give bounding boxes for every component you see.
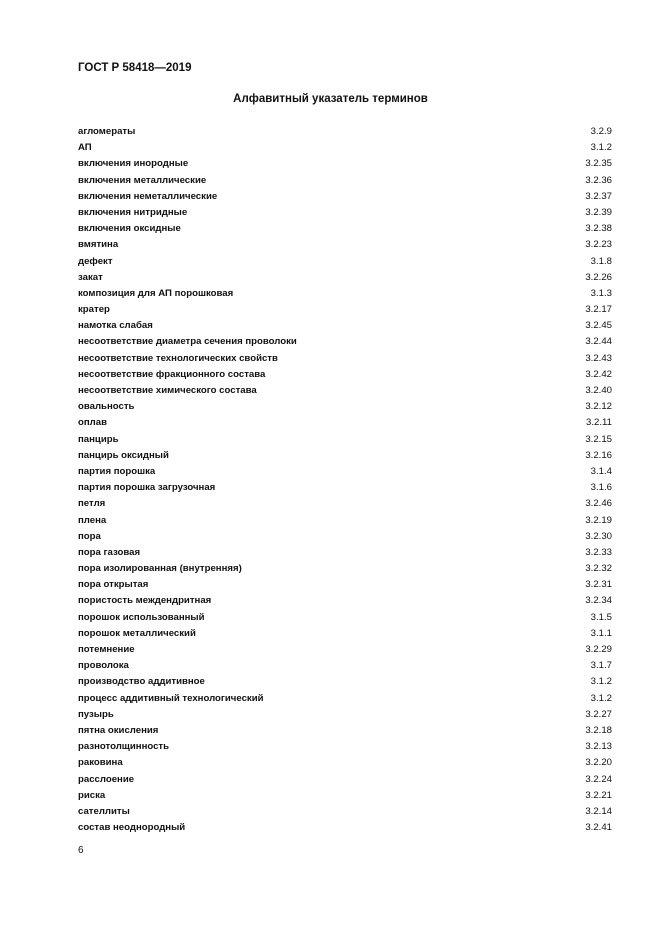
term-entry [78, 561, 612, 577]
term-index-list [78, 124, 612, 836]
term-entry [78, 351, 612, 367]
term-reference: 3.1.2 [590, 676, 612, 688]
term-entry [78, 140, 612, 156]
term-name: композиция для АП порошковая [78, 287, 234, 299]
term-entry [78, 124, 612, 140]
term-reference: 3.2.46 [585, 498, 612, 510]
term-reference: 3.1.1 [590, 627, 612, 639]
term-name: включения металлические [78, 174, 207, 186]
term-entry [78, 254, 612, 270]
term-entry [78, 658, 612, 674]
term-reference: 3.1.2 [590, 692, 612, 704]
term-name: панцирь оксидный [78, 449, 169, 461]
term-reference: 3.1.6 [590, 482, 612, 494]
term-reference: 3.2.31 [585, 579, 612, 591]
term-entry [78, 448, 612, 464]
term-reference: 3.2.29 [585, 644, 612, 655]
term-entry [78, 513, 612, 529]
term-reference: 3.1.4 [590, 465, 612, 477]
term-reference: 3.2.21 [585, 789, 612, 801]
term-entry [78, 593, 612, 609]
term-entry [78, 432, 612, 448]
term-entry [78, 772, 612, 788]
term-name: пора изолированная (внутренняя) [78, 563, 242, 575]
term-name: состав неоднородный [78, 822, 186, 834]
term-entry [78, 545, 612, 561]
term-reference: 3.2.24 [585, 773, 612, 785]
term-reference: 3.2.18 [585, 724, 612, 736]
term-name: порошок металлический [78, 627, 196, 639]
term-reference: 3.2.36 [585, 174, 612, 186]
term-name: раковина [78, 757, 123, 769]
term-entry [78, 464, 612, 480]
term-reference: 3.2.11 [586, 417, 612, 429]
term-reference: 3.2.40 [585, 385, 612, 396]
term-name: пора открытая [78, 579, 149, 591]
term-name: оплав [78, 417, 107, 429]
term-entry [78, 189, 612, 205]
term-reference: 3.2.16 [585, 449, 612, 461]
term-entry [78, 399, 612, 415]
term-entry [78, 367, 612, 383]
term-name: сателлиты [78, 805, 130, 817]
term-reference: 3.2.34 [585, 595, 612, 607]
term-entry [78, 334, 612, 350]
term-entry [78, 804, 612, 820]
term-reference: 3.2.33 [585, 546, 612, 558]
term-name: АП [78, 142, 92, 154]
term-name: включения инородные [78, 158, 189, 170]
term-reference: 3.2.19 [585, 514, 612, 526]
term-reference: 3.2.42 [585, 368, 612, 380]
term-entry [78, 755, 612, 771]
term-name: несоответствие технологических свойств [78, 352, 278, 364]
term-entry [78, 529, 612, 545]
term-entry [78, 691, 612, 707]
term-reference: 3.2.15 [585, 433, 612, 445]
term-reference: 3.2.23 [585, 239, 612, 251]
term-reference: 3.2.20 [585, 757, 612, 769]
term-reference: 3.2.37 [585, 190, 612, 202]
term-reference: 3.2.17 [585, 304, 612, 316]
term-entry [78, 496, 612, 512]
term-entry [78, 820, 612, 836]
term-reference: 3.2.27 [585, 708, 612, 720]
term-name: производство аддитивное [78, 676, 205, 688]
term-entry [78, 383, 612, 399]
term-name: намотка слабая [78, 320, 153, 332]
term-reference: 3.1.5 [590, 611, 612, 623]
term-reference: 3.2.35 [585, 158, 612, 170]
term-reference: 3.1.7 [590, 660, 612, 672]
term-entry [78, 674, 612, 690]
term-reference: 3.2.13 [585, 741, 612, 753]
term-name: вмятина [78, 239, 119, 251]
term-name: порошок использованный [78, 611, 205, 623]
term-entry [78, 415, 612, 431]
term-name: кратер [78, 304, 110, 316]
term-reference: 3.2.26 [585, 271, 612, 283]
term-name: несоответствие химического состава [78, 385, 257, 396]
term-entry [78, 205, 612, 221]
term-reference: 3.2.12 [585, 401, 612, 413]
term-entry [78, 221, 612, 237]
term-reference: 3.2.9 [590, 126, 612, 137]
term-reference: 3.2.43 [585, 352, 612, 364]
term-name: пористость междендритная [78, 595, 212, 607]
term-entry [78, 739, 612, 755]
term-name: партия порошка загрузочная [78, 482, 216, 494]
term-name: пятна окисления [78, 724, 159, 736]
term-entry [78, 480, 612, 496]
term-entry [78, 156, 612, 172]
term-name: включения неметаллические [78, 190, 218, 202]
term-entry [78, 788, 612, 804]
term-entry [78, 626, 612, 642]
term-name: пора газовая [78, 546, 141, 558]
term-entry [78, 237, 612, 253]
term-entry [78, 642, 612, 658]
term-name: процесс аддитивный технологический [78, 692, 264, 704]
term-name: риска [78, 789, 106, 801]
term-reference: 3.2.38 [585, 223, 612, 235]
term-name: включения нитридные [78, 206, 188, 218]
term-reference: 3.2.45 [585, 320, 612, 332]
term-name: несоответствие диаметра сечения проволоки [78, 336, 297, 348]
term-reference: 3.2.44 [585, 336, 612, 348]
term-name: панцирь [78, 433, 119, 445]
index-title: Алфавитный указатель терминов [233, 93, 428, 105]
term-name: включения оксидные [78, 223, 181, 235]
term-name: дефект [78, 255, 113, 267]
term-reference: 3.2.30 [585, 530, 612, 542]
term-entry [78, 723, 612, 739]
term-name: овальность [78, 401, 135, 413]
term-reference: 3.1.3 [590, 287, 612, 299]
term-reference: 3.2.39 [585, 206, 612, 218]
term-name: потемнение [78, 644, 135, 655]
term-entry [78, 173, 612, 189]
term-entry [78, 270, 612, 286]
term-name: разнотолщинность [78, 741, 170, 753]
term-name: плена [78, 514, 107, 526]
term-reference: 3.2.41 [585, 822, 612, 834]
term-name: проволока [78, 660, 129, 672]
term-entry [78, 610, 612, 626]
term-entry [78, 318, 612, 334]
term-name: расслоение [78, 773, 135, 785]
term-name: несоответствие фракционного состава [78, 368, 266, 380]
term-reference: 3.1.8 [590, 255, 612, 267]
term-name: пора [78, 530, 101, 542]
term-name: агломераты [78, 126, 136, 137]
page-number: 6 [78, 845, 84, 856]
term-name: закат [78, 271, 103, 283]
term-name: партия порошка [78, 465, 156, 477]
term-entry [78, 707, 612, 723]
term-name: петля [78, 498, 106, 510]
term-entry [78, 302, 612, 318]
term-entry [78, 286, 612, 302]
document-code: ГОСТ Р 58418—2019 [78, 62, 192, 74]
term-entry [78, 577, 612, 593]
term-reference: 3.1.2 [590, 142, 612, 154]
term-reference: 3.2.14 [585, 805, 612, 817]
term-reference: 3.2.32 [585, 563, 612, 575]
term-name: пузырь [78, 708, 114, 720]
